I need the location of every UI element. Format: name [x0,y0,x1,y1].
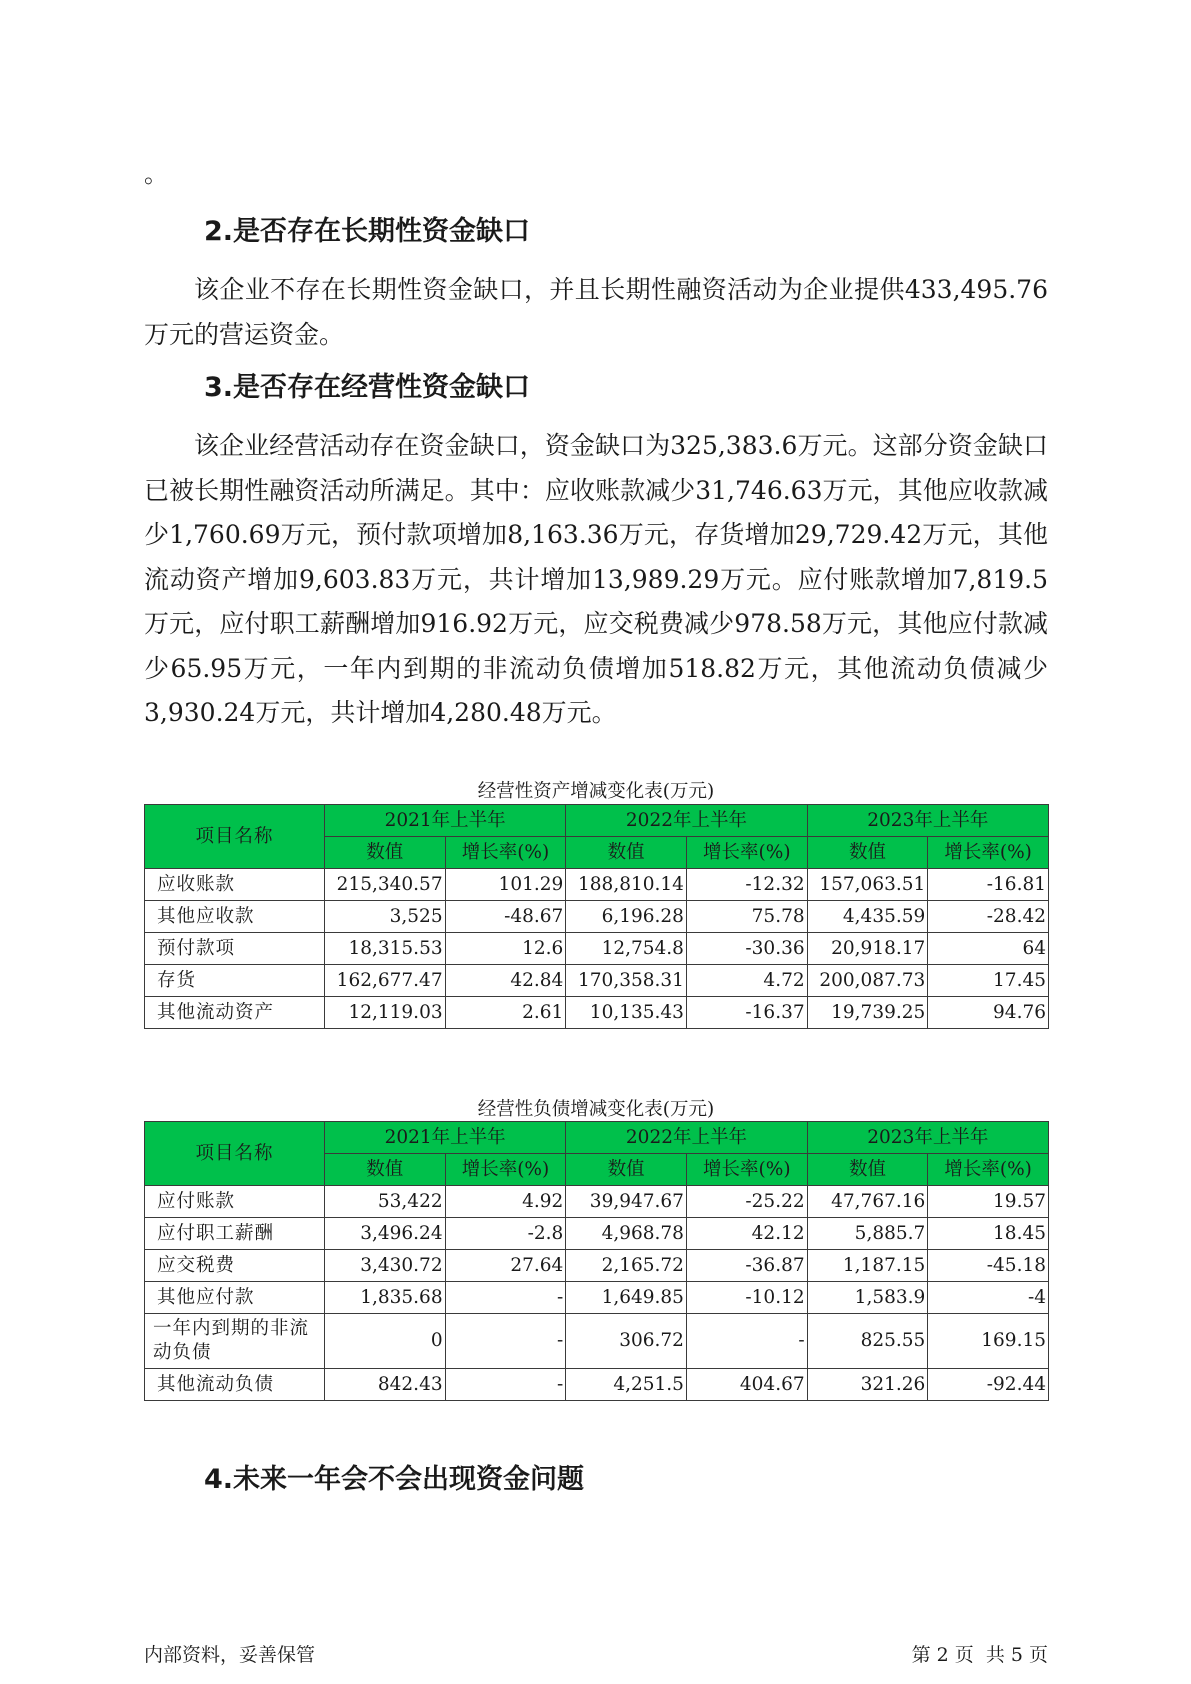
cell-value: 4,968.78 [566,1218,687,1250]
liabilities-subheader-value: 数值 [807,1154,928,1186]
cell-value: 19,739.25 [807,997,928,1029]
cell-value: 157,063.51 [807,869,928,901]
table-row [145,997,1049,1029]
stray-punctuation: 。 [144,160,168,188]
cell-value: 0 [324,1314,445,1369]
row-label: 其他应付款 [145,1282,325,1314]
row-label: 一年内到期的非流动负债 [145,1314,325,1369]
liabilities-table-caption: 经营性负债增减变化表(万元) [477,1099,715,1120]
cell-growth: 4.72 [686,965,807,997]
section-3-paragraph: 该企业经营活动存在资金缺口，资金缺口为325,383.6万元。这部分资金缺口已被长期性融资活动所满足。其中：应收账款减少31,746.63万元，其他应收款减少1,760.69万元，预付款项增加8,163.36万元，存货增加29,729.42万元，其他流动资产增加9,603.83万元，共计增加13,989.29万元。应付账款增加7,819.5万元，应付职工薪酬增加916.92万元，应交税费减少978.58万元，其他应付款减少65.95万元，一年内到期的非流动负债增加518.82万元，其他流动负债减少3,930.24万元，共计增加4,280.48万元。 [144,431,1048,727]
section-3-heading: 3.是否存在经营性资金缺口 [204,372,531,403]
row-label: 其他流动资产 [145,997,325,1029]
section-2-heading: 2.是否存在长期性资金缺口 [204,216,531,247]
cell-growth: - [445,1314,566,1369]
table-row [145,1282,1049,1314]
assets-table [144,804,1049,1029]
liabilities-header-item: 项目名称 [145,1122,325,1186]
row-label: 应付职工薪酬 [145,1218,325,1250]
footer-page-number: 第 2 页 共 5 页 [911,1644,1048,1666]
cell-value: 6,196.28 [566,901,687,933]
cell-growth: -25.22 [686,1186,807,1218]
cell-value: 18,315.53 [324,933,445,965]
row-label: 存货 [145,965,325,997]
row-label: 预付款项 [145,933,325,965]
cell-growth: -12.32 [686,869,807,901]
cell-growth: 2.61 [445,997,566,1029]
table-row [145,1314,1049,1369]
cell-value: 3,525 [324,901,445,933]
cell-growth: -2.8 [445,1218,566,1250]
assets-header-year-2021: 2021年上半年 [324,805,565,837]
cell-growth: 101.29 [445,869,566,901]
cell-value: 12,119.03 [324,997,445,1029]
cell-value: 825.55 [807,1314,928,1369]
cell-growth: - [445,1369,566,1401]
cell-value: 170,358.31 [566,965,687,997]
cell-value: 1,583.9 [807,1282,928,1314]
cell-value: 39,947.67 [566,1186,687,1218]
assets-header-year-2023: 2023年上半年 [807,805,1048,837]
cell-value: 4,251.5 [566,1369,687,1401]
cell-growth: -16.81 [928,869,1049,901]
cell-growth: - [445,1282,566,1314]
cell-growth: -30.36 [686,933,807,965]
cell-growth: -4 [928,1282,1049,1314]
cell-value: 1,835.68 [324,1282,445,1314]
cell-growth: 75.78 [686,901,807,933]
cell-value: 842.43 [324,1369,445,1401]
cell-growth: - [686,1314,807,1369]
assets-header-item: 项目名称 [145,805,325,869]
liabilities-subheader-value: 数值 [324,1154,445,1186]
cell-value: 215,340.57 [324,869,445,901]
table-row [145,1250,1049,1282]
cell-value: 3,430.72 [324,1250,445,1282]
cell-value: 5,885.7 [807,1218,928,1250]
table-row [145,1186,1049,1218]
assets-subheader-growth: 增长率(%) [445,837,566,869]
row-label: 应交税费 [145,1250,325,1282]
table-row [145,869,1049,901]
cell-value: 10,135.43 [566,997,687,1029]
cell-growth: 12.6 [445,933,566,965]
liabilities-subheader-growth: 增长率(%) [445,1154,566,1186]
liabilities-header-year-2022: 2022年上半年 [566,1122,807,1154]
footer-confidential-note: 内部资料，妥善保管 [144,1644,316,1666]
cell-value: 2,165.72 [566,1250,687,1282]
cell-value: 1,649.85 [566,1282,687,1314]
cell-value: 12,754.8 [566,933,687,965]
cell-growth: 169.15 [928,1314,1049,1369]
cell-growth: 64 [928,933,1049,965]
row-label: 其他流动负债 [145,1369,325,1401]
assets-subheader-value: 数值 [807,837,928,869]
cell-value: 188,810.14 [566,869,687,901]
cell-growth: -28.42 [928,901,1049,933]
cell-value: 200,087.73 [807,965,928,997]
assets-subheader-growth: 增长率(%) [686,837,807,869]
liabilities-subheader-value: 数值 [566,1154,687,1186]
row-label: 其他应收款 [145,901,325,933]
cell-growth: 27.64 [445,1250,566,1282]
cell-growth: 19.57 [928,1186,1049,1218]
cell-growth: 42.84 [445,965,566,997]
cell-growth: 94.76 [928,997,1049,1029]
table-row [145,965,1049,997]
assets-table-caption: 经营性资产增减变化表(万元) [477,781,715,802]
cell-growth: 18.45 [928,1218,1049,1250]
liabilities-header-year-2023: 2023年上半年 [807,1122,1048,1154]
assets-subheader-value: 数值 [566,837,687,869]
liabilities-table [144,1121,1049,1401]
cell-growth: -48.67 [445,901,566,933]
assets-subheader-growth: 增长率(%) [928,837,1049,869]
cell-value: 3,496.24 [324,1218,445,1250]
section-2-paragraph: 该企业不存在长期性资金缺口，并且长期性融资活动为企业提供433,495.76万元的营运资金。 [144,275,1048,349]
cell-growth: 17.45 [928,965,1049,997]
cell-value: 4,435.59 [807,901,928,933]
row-label: 应收账款 [145,869,325,901]
cell-value: 306.72 [566,1314,687,1369]
liabilities-header-year-2021: 2021年上半年 [324,1122,565,1154]
table-row [145,901,1049,933]
cell-growth: -36.87 [686,1250,807,1282]
cell-growth: 4.92 [445,1186,566,1218]
liabilities-subheader-growth: 增长率(%) [686,1154,807,1186]
table-row [145,933,1049,965]
cell-value: 1,187.15 [807,1250,928,1282]
cell-growth: 404.67 [686,1369,807,1401]
cell-growth: -45.18 [928,1250,1049,1282]
table-row [145,1218,1049,1250]
cell-value: 53,422 [324,1186,445,1218]
cell-growth: -92.44 [928,1369,1049,1401]
liabilities-subheader-growth: 增长率(%) [928,1154,1049,1186]
cell-growth: 42.12 [686,1218,807,1250]
cell-growth: -10.12 [686,1282,807,1314]
table-row [145,1369,1049,1401]
assets-subheader-value: 数值 [324,837,445,869]
cell-value: 162,677.47 [324,965,445,997]
row-label: 应付账款 [145,1186,325,1218]
cell-value: 321.26 [807,1369,928,1401]
cell-value: 47,767.16 [807,1186,928,1218]
assets-header-year-2022: 2022年上半年 [566,805,807,837]
cell-value: 20,918.17 [807,933,928,965]
cell-growth: -16.37 [686,997,807,1029]
section-4-heading: 4.未来一年会不会出现资金问题 [204,1464,585,1495]
